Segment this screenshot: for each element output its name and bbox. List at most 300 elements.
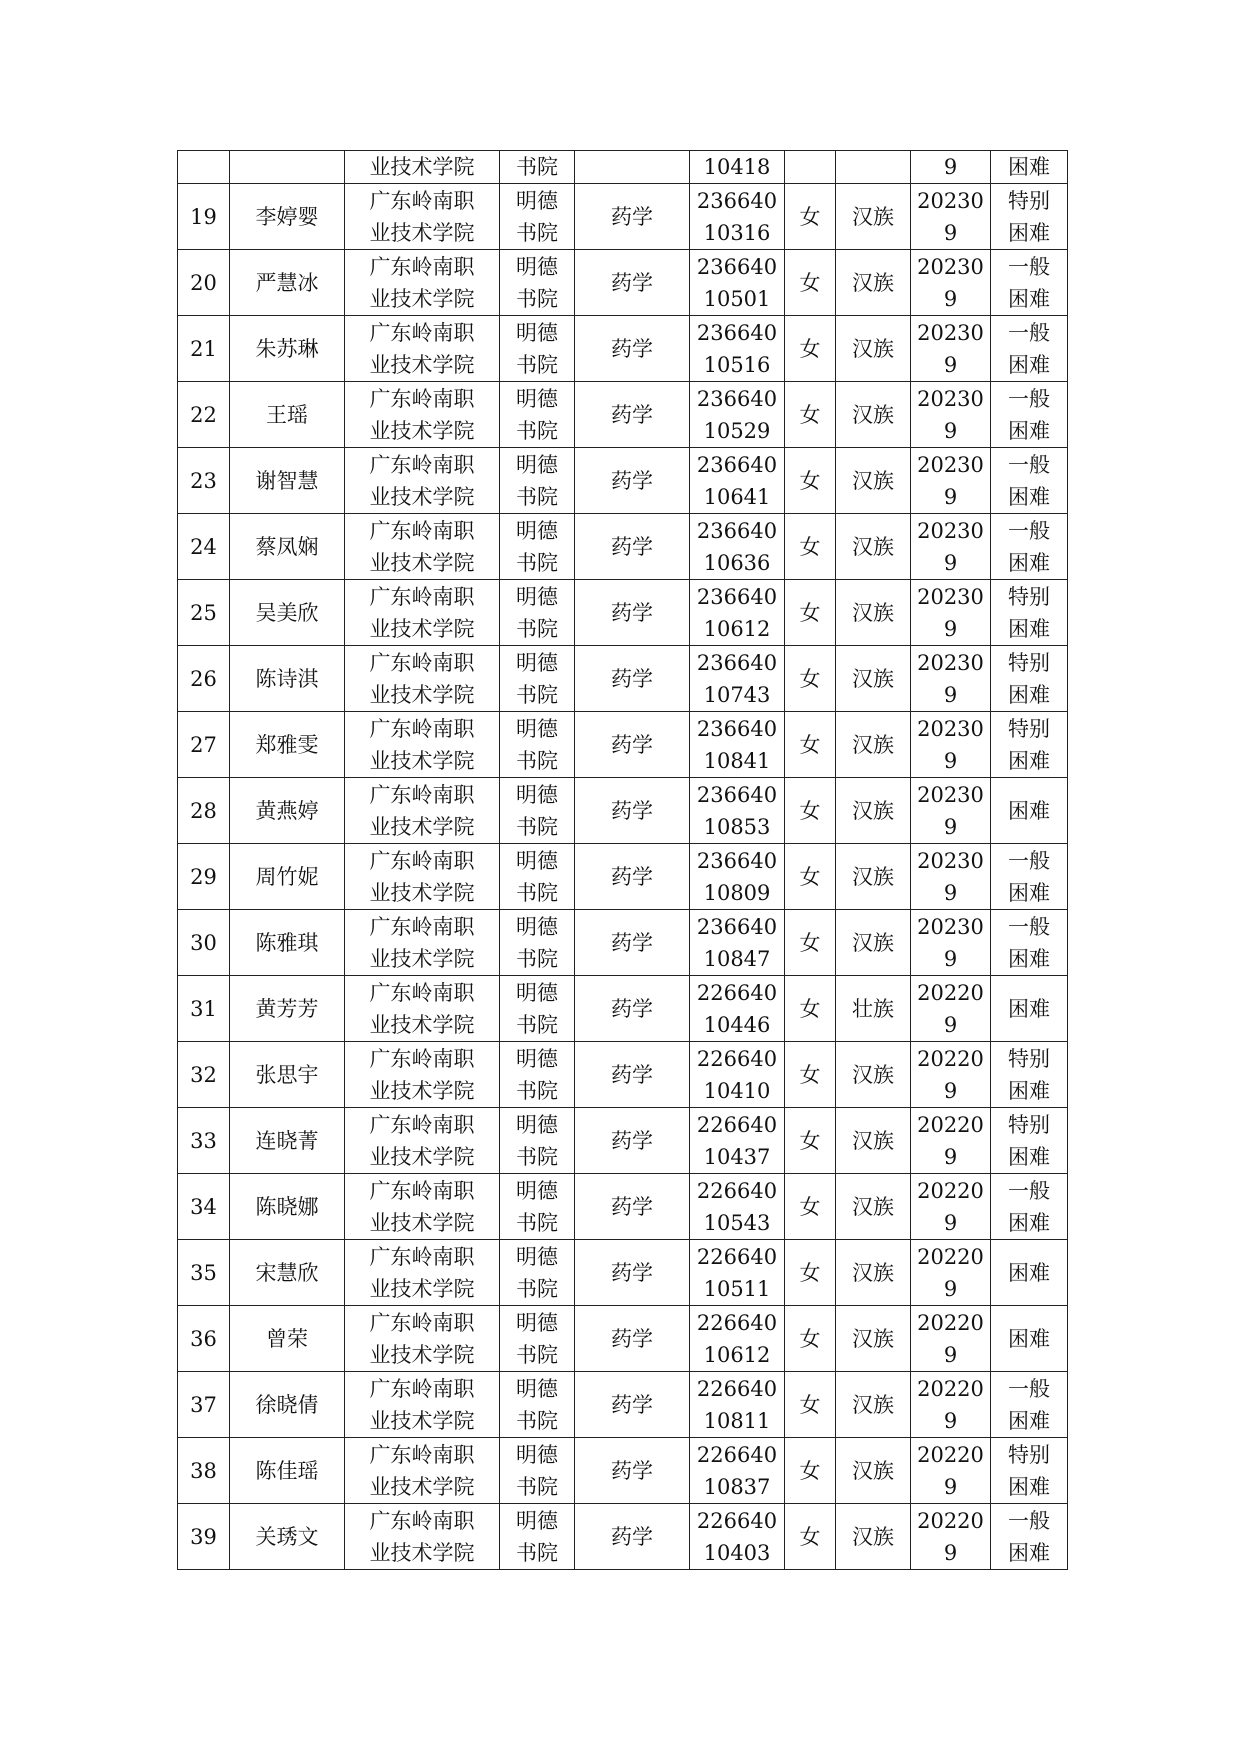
cell-difficulty-level — [991, 514, 1068, 580]
cell-no: 20 — [178, 250, 230, 316]
table-row — [178, 1240, 1068, 1306]
cell-student-id-line: 226640 — [696, 1310, 778, 1335]
cell-academy-line: 明德 — [516, 1442, 558, 1467]
cell-student-id-line: 226640 — [696, 1178, 778, 1203]
cell-difficulty-level-line: 困难 — [1008, 1408, 1050, 1433]
cell-college — [345, 1108, 500, 1174]
cell-college-line: 业技术学院 — [369, 352, 475, 377]
cell-academy-line: 明德 — [516, 518, 558, 543]
cell-gender: 女 — [785, 1306, 836, 1372]
cell-difficulty-level-line: 困难 — [1008, 1474, 1050, 1499]
cell-student-id — [690, 316, 785, 382]
cell-ethnicity: 汉族 — [836, 1174, 911, 1240]
cell-academy — [500, 382, 575, 448]
cell-college-line: 业技术学院 — [369, 1474, 475, 1499]
table-row — [178, 514, 1068, 580]
cell-student-id-line: 10612 — [703, 1342, 771, 1367]
cell-grade-line: 20230 — [917, 320, 984, 345]
cell-no: 32 — [178, 1042, 230, 1108]
cell-college — [345, 910, 500, 976]
cell-academy — [500, 580, 575, 646]
cell-ethnicity: 汉族 — [836, 382, 911, 448]
cell-college-line: 广东岭南职 — [369, 782, 475, 807]
cell-grade-line: 9 — [943, 1408, 958, 1433]
cell-name: 陈雅琪 — [230, 910, 345, 976]
cell-grade-line: 20230 — [917, 650, 984, 675]
cell-no: 25 — [178, 580, 230, 646]
cell-difficulty-level — [991, 778, 1068, 844]
cell-name: 严慧冰 — [230, 250, 345, 316]
cell-student-id-line: 10529 — [703, 418, 771, 443]
cell-name: 关琇文 — [230, 1504, 345, 1570]
cell-college-line: 业技术学院 — [369, 880, 475, 905]
cell-difficulty-level-line: 一般 — [1008, 386, 1050, 411]
cell-grade — [911, 1240, 991, 1306]
cell-major: 药学 — [575, 184, 690, 250]
cell-grade-line: 9 — [943, 484, 958, 509]
cell-student-id — [690, 1174, 785, 1240]
cell-ethnicity: 汉族 — [836, 1504, 911, 1570]
cell-college — [345, 712, 500, 778]
cell-difficulty-level-line: 困难 — [1008, 418, 1050, 443]
cell-gender: 女 — [785, 448, 836, 514]
cell-student-id-line: 226640 — [696, 1508, 778, 1533]
cell-major: 药学 — [575, 1108, 690, 1174]
cell-college — [345, 184, 500, 250]
cell-difficulty-level — [991, 1042, 1068, 1108]
cell-grade-line: 9 — [943, 880, 958, 905]
cell-student-id-line: 10837 — [703, 1474, 771, 1499]
cell-gender: 女 — [785, 514, 836, 580]
cell-major: 药学 — [575, 910, 690, 976]
cell-college-line: 业技术学院 — [369, 550, 475, 575]
cell-college-line: 业技术学院 — [369, 946, 475, 971]
cell-college-line: 广东岭南职 — [369, 584, 475, 609]
cell-no: 33 — [178, 1108, 230, 1174]
cell-name: 曾荣 — [230, 1306, 345, 1372]
cell-academy-line: 明德 — [516, 386, 558, 411]
cell-grade: 9 — [911, 151, 991, 184]
cell-student-id-line: 10809 — [703, 880, 771, 905]
cell-difficulty-level-line: 一般 — [1008, 1508, 1050, 1533]
cell-academy-line: 书院 — [516, 1012, 558, 1037]
cell-academy-line: 书院 — [516, 748, 558, 773]
cell-name: 黄芳芳 — [230, 976, 345, 1042]
cell-difficulty-level-line: 一般 — [1008, 848, 1050, 873]
cell-student-id — [690, 1438, 785, 1504]
cell-academy — [500, 646, 575, 712]
cell-difficulty-level-line: 困难 — [1008, 798, 1050, 823]
cell-academy-line: 明德 — [516, 1046, 558, 1071]
cell-college-line: 业技术学院 — [369, 1276, 475, 1301]
cell-student-id-line: 10847 — [703, 946, 771, 971]
cell-gender: 女 — [785, 910, 836, 976]
cell-ethnicity: 汉族 — [836, 712, 911, 778]
cell-name: 徐晓倩 — [230, 1372, 345, 1438]
cell-grade — [911, 976, 991, 1042]
cell-difficulty-level-line: 特别 — [1008, 716, 1050, 741]
cell-grade-line: 9 — [943, 1210, 958, 1235]
cell-grade — [911, 1504, 991, 1570]
cell-difficulty-level-line: 特别 — [1008, 1112, 1050, 1137]
cell-college-line: 业技术学院 — [369, 484, 475, 509]
cell-grade-line: 20220 — [917, 1112, 984, 1137]
cell-name: 郑雅雯 — [230, 712, 345, 778]
cell-difficulty-level — [991, 184, 1068, 250]
cell-academy-line: 明德 — [516, 716, 558, 741]
cell-academy-line: 书院 — [516, 1276, 558, 1301]
cell-academy — [500, 1042, 575, 1108]
cell-name: 朱苏琳 — [230, 316, 345, 382]
cell-academy-line: 明德 — [516, 782, 558, 807]
cell-difficulty-level — [991, 976, 1068, 1042]
cell-college — [345, 1240, 500, 1306]
cell-difficulty-level: 困难 — [991, 151, 1068, 184]
cell-college-line: 业技术学院 — [369, 286, 475, 311]
cell-major: 药学 — [575, 844, 690, 910]
cell-academy — [500, 712, 575, 778]
cell-academy-line: 明德 — [516, 1310, 558, 1335]
cell-no: 21 — [178, 316, 230, 382]
cell-grade-line: 9 — [943, 1078, 958, 1103]
cell-student-id — [690, 1108, 785, 1174]
cell-grade-line: 20220 — [917, 980, 984, 1005]
cell-grade — [911, 316, 991, 382]
cell-gender: 女 — [785, 382, 836, 448]
table-row — [178, 580, 1068, 646]
cell-academy: 书院 — [500, 151, 575, 184]
cell-student-id-line: 10446 — [703, 1012, 771, 1037]
cell-ethnicity: 汉族 — [836, 778, 911, 844]
cell-difficulty-level-line: 一般 — [1008, 452, 1050, 477]
cell-ethnicity: 汉族 — [836, 1240, 911, 1306]
cell-grade — [911, 1108, 991, 1174]
cell-student-id — [690, 1042, 785, 1108]
cell-major: 药学 — [575, 646, 690, 712]
cell-academy — [500, 1306, 575, 1372]
cell-no: 26 — [178, 646, 230, 712]
cell-college-line: 广东岭南职 — [369, 1442, 475, 1467]
cell-difficulty-level — [991, 580, 1068, 646]
cell-college-line: 广东岭南职 — [369, 1112, 475, 1137]
cell-grade-line: 20230 — [917, 716, 984, 741]
cell-academy-line: 书院 — [516, 814, 558, 839]
cell-ethnicity: 汉族 — [836, 250, 911, 316]
cell-college-line: 广东岭南职 — [369, 1244, 475, 1269]
cell-student-id-line: 10410 — [703, 1078, 771, 1103]
table-row — [178, 910, 1068, 976]
cell-student-id-line: 10641 — [703, 484, 771, 509]
cell-difficulty-level-line: 困难 — [1008, 220, 1050, 245]
cell-grade-line: 9 — [943, 748, 958, 773]
cell-college — [345, 1306, 500, 1372]
cell-grade — [911, 382, 991, 448]
cell-student-id-line: 10612 — [703, 616, 771, 641]
cell-student-id-line: 10636 — [703, 550, 771, 575]
cell-ethnicity: 汉族 — [836, 316, 911, 382]
cell-grade-line: 9 — [943, 1276, 958, 1301]
cell-grade — [911, 1174, 991, 1240]
cell-major: 药学 — [575, 316, 690, 382]
cell-major: 药学 — [575, 1372, 690, 1438]
cell-grade-line: 20230 — [917, 452, 984, 477]
cell-difficulty-level — [991, 910, 1068, 976]
cell-college-line: 业技术学院 — [369, 1210, 475, 1235]
cell-academy-line: 明德 — [516, 914, 558, 939]
cell-difficulty-level — [991, 646, 1068, 712]
cell-college — [345, 646, 500, 712]
cell-grade-line: 20220 — [917, 1244, 984, 1269]
cell-college-line: 业技术学院 — [369, 616, 475, 641]
cell-grade-line: 20230 — [917, 386, 984, 411]
cell-academy-line: 书院 — [516, 1474, 558, 1499]
cell-academy-line: 明德 — [516, 320, 558, 345]
cell-academy — [500, 184, 575, 250]
cell-college-line: 广东岭南职 — [369, 254, 475, 279]
cell-major: 药学 — [575, 1306, 690, 1372]
cell-no: 34 — [178, 1174, 230, 1240]
cell-college-line: 业技术学院 — [369, 1078, 475, 1103]
cell-ethnicity: 汉族 — [836, 910, 911, 976]
cell-academy-line: 书院 — [516, 946, 558, 971]
cell-no — [178, 151, 230, 184]
cell-academy-line: 书院 — [516, 682, 558, 707]
cell-grade-line: 20220 — [917, 1508, 984, 1533]
cell-gender: 女 — [785, 1174, 836, 1240]
cell-college — [345, 1174, 500, 1240]
cell-gender: 女 — [785, 844, 836, 910]
cell-academy-line: 明德 — [516, 848, 558, 873]
cell-student-id-line: 226640 — [696, 980, 778, 1005]
cell-college-line: 广东岭南职 — [369, 1178, 475, 1203]
cell-difficulty-level-line: 一般 — [1008, 1376, 1050, 1401]
cell-difficulty-level-line: 一般 — [1008, 1178, 1050, 1203]
cell-student-id-line: 10743 — [703, 682, 771, 707]
cell-name: 蔡凤娴 — [230, 514, 345, 580]
cell-grade-line: 20220 — [917, 1376, 984, 1401]
cell-college-line: 业技术学院 — [369, 814, 475, 839]
cell-name: 吴美欣 — [230, 580, 345, 646]
cell-grade — [911, 1372, 991, 1438]
cell-student-id-line: 236640 — [696, 518, 778, 543]
cell-academy-line: 明德 — [516, 584, 558, 609]
cell-student-id — [690, 910, 785, 976]
cell-academy-line: 明德 — [516, 1244, 558, 1269]
cell-grade-line: 9 — [943, 418, 958, 443]
cell-student-id-line: 226640 — [696, 1442, 778, 1467]
cell-college — [345, 1372, 500, 1438]
cell-grade — [911, 184, 991, 250]
cell-difficulty-level-line: 特别 — [1008, 584, 1050, 609]
cell-name: 陈诗淇 — [230, 646, 345, 712]
cell-gender: 女 — [785, 1504, 836, 1570]
cell-difficulty-level-line: 困难 — [1008, 484, 1050, 509]
cell-major: 药学 — [575, 514, 690, 580]
cell-gender: 女 — [785, 580, 836, 646]
cell-academy-line: 明德 — [516, 1508, 558, 1533]
cell-grade — [911, 778, 991, 844]
cell-no: 28 — [178, 778, 230, 844]
cell-major: 药学 — [575, 778, 690, 844]
cell-gender: 女 — [785, 1108, 836, 1174]
cell-academy-line: 书院 — [516, 1144, 558, 1169]
cell-grade — [911, 250, 991, 316]
table-row — [178, 448, 1068, 514]
cell-grade-line: 9 — [943, 682, 958, 707]
cell-student-id-line: 10811 — [703, 1408, 771, 1433]
cell-grade-line: 20220 — [917, 1046, 984, 1071]
cell-ethnicity: 汉族 — [836, 646, 911, 712]
cell-college-line: 广东岭南职 — [369, 518, 475, 543]
cell-college — [345, 1042, 500, 1108]
cell-student-id-line: 226640 — [696, 1244, 778, 1269]
table-row — [178, 382, 1068, 448]
cell-grade-line: 9 — [943, 352, 958, 377]
cell-college-line: 广东岭南职 — [369, 1310, 475, 1335]
cell-student-id — [690, 250, 785, 316]
cell-difficulty-level-line: 困难 — [1008, 748, 1050, 773]
cell-difficulty-level — [991, 1372, 1068, 1438]
cell-academy-line: 书院 — [516, 1210, 558, 1235]
cell-no: 30 — [178, 910, 230, 976]
cell-student-id — [690, 382, 785, 448]
cell-college — [345, 1504, 500, 1570]
cell-grade — [911, 646, 991, 712]
cell-grade-line: 9 — [943, 220, 958, 245]
cell-grade-line: 9 — [943, 814, 958, 839]
cell-gender — [785, 151, 836, 184]
cell-college-line: 广东岭南职 — [369, 716, 475, 741]
cell-grade-line: 20230 — [917, 782, 984, 807]
cell-student-id — [690, 646, 785, 712]
cell-college-line: 业技术学院 — [369, 1012, 475, 1037]
cell-ethnicity: 汉族 — [836, 1438, 911, 1504]
cell-gender: 女 — [785, 316, 836, 382]
cell-gender: 女 — [785, 976, 836, 1042]
cell-grade-line: 9 — [943, 1540, 958, 1565]
cell-student-id-line: 236640 — [696, 650, 778, 675]
cell-gender: 女 — [785, 646, 836, 712]
cell-major: 药学 — [575, 580, 690, 646]
cell-gender: 女 — [785, 1372, 836, 1438]
cell-name: 张思宇 — [230, 1042, 345, 1108]
cell-academy — [500, 844, 575, 910]
cell-student-id-line: 10403 — [703, 1540, 771, 1565]
cell-student-id-line: 10316 — [703, 220, 771, 245]
cell-ethnicity: 汉族 — [836, 1108, 911, 1174]
cell-college — [345, 316, 500, 382]
cell-college — [345, 448, 500, 514]
cell-student-id-line: 236640 — [696, 452, 778, 477]
table-row — [178, 1372, 1068, 1438]
cell-difficulty-level-line: 困难 — [1008, 352, 1050, 377]
cell-academy — [500, 316, 575, 382]
student-roster-table — [177, 150, 1068, 1570]
cell-student-id-line: 236640 — [696, 386, 778, 411]
cell-student-id-line: 236640 — [696, 188, 778, 213]
cell-no: 19 — [178, 184, 230, 250]
cell-name: 宋慧欣 — [230, 1240, 345, 1306]
cell-college-line: 广东岭南职 — [369, 650, 475, 675]
cell-college-line: 业技术学院 — [369, 1144, 475, 1169]
cell-student-id — [690, 580, 785, 646]
cell-difficulty-level — [991, 712, 1068, 778]
cell-student-id-line: 10501 — [703, 286, 771, 311]
cell-academy — [500, 1372, 575, 1438]
cell-grade — [911, 910, 991, 976]
cell-academy-line: 明德 — [516, 1376, 558, 1401]
table-row — [178, 712, 1068, 778]
cell-difficulty-level-line: 困难 — [1008, 1326, 1050, 1351]
cell-gender: 女 — [785, 1240, 836, 1306]
cell-student-id-line: 226640 — [696, 1376, 778, 1401]
cell-ethnicity: 汉族 — [836, 1306, 911, 1372]
cell-difficulty-level-line: 困难 — [1008, 286, 1050, 311]
cell-major: 药学 — [575, 1438, 690, 1504]
cell-name: 谢智慧 — [230, 448, 345, 514]
cell-ethnicity: 汉族 — [836, 580, 911, 646]
table-row — [178, 184, 1068, 250]
cell-difficulty-level — [991, 1240, 1068, 1306]
cell-grade — [911, 844, 991, 910]
cell-ethnicity: 汉族 — [836, 514, 911, 580]
roster-body — [178, 151, 1068, 1570]
cell-student-id — [690, 976, 785, 1042]
cell-difficulty-level — [991, 1174, 1068, 1240]
cell-academy-line: 明德 — [516, 452, 558, 477]
cell-college — [345, 844, 500, 910]
cell-student-id-line: 236640 — [696, 782, 778, 807]
cell-student-id-line: 236640 — [696, 716, 778, 741]
cell-no: 22 — [178, 382, 230, 448]
cell-difficulty-level-line: 一般 — [1008, 254, 1050, 279]
table-row — [178, 844, 1068, 910]
cell-grade-line: 9 — [943, 1012, 958, 1037]
cell-student-id — [690, 448, 785, 514]
cell-academy-line: 书院 — [516, 1342, 558, 1367]
cell-student-id-line: 236640 — [696, 848, 778, 873]
cell-academy-line: 明德 — [516, 254, 558, 279]
cell-no: 35 — [178, 1240, 230, 1306]
cell-academy-line: 书院 — [516, 1540, 558, 1565]
cell-college-line: 广东岭南职 — [369, 1508, 475, 1533]
cell-college-line: 业技术学院 — [369, 1408, 475, 1433]
cell-academy — [500, 250, 575, 316]
cell-no: 36 — [178, 1306, 230, 1372]
cell-college-line: 广东岭南职 — [369, 320, 475, 345]
cell-college: 业技术学院 — [345, 151, 500, 184]
cell-no: 38 — [178, 1438, 230, 1504]
cell-gender: 女 — [785, 250, 836, 316]
cell-name: 陈晓娜 — [230, 1174, 345, 1240]
cell-difficulty-level-line: 困难 — [1008, 946, 1050, 971]
table-row — [178, 1504, 1068, 1570]
cell-difficulty-level-line: 特别 — [1008, 650, 1050, 675]
cell-student-id-line: 10516 — [703, 352, 771, 377]
cell-student-id — [690, 1240, 785, 1306]
table-row — [178, 976, 1068, 1042]
cell-academy-line: 书院 — [516, 418, 558, 443]
cell-difficulty-level-line: 一般 — [1008, 914, 1050, 939]
cell-college-line: 广东岭南职 — [369, 188, 475, 213]
cell-college-line: 广东岭南职 — [369, 386, 475, 411]
cell-grade — [911, 712, 991, 778]
cell-college-line: 业技术学院 — [369, 682, 475, 707]
cell-major: 药学 — [575, 976, 690, 1042]
cell-gender: 女 — [785, 1042, 836, 1108]
cell-college — [345, 976, 500, 1042]
cell-academy-line: 书院 — [516, 1078, 558, 1103]
